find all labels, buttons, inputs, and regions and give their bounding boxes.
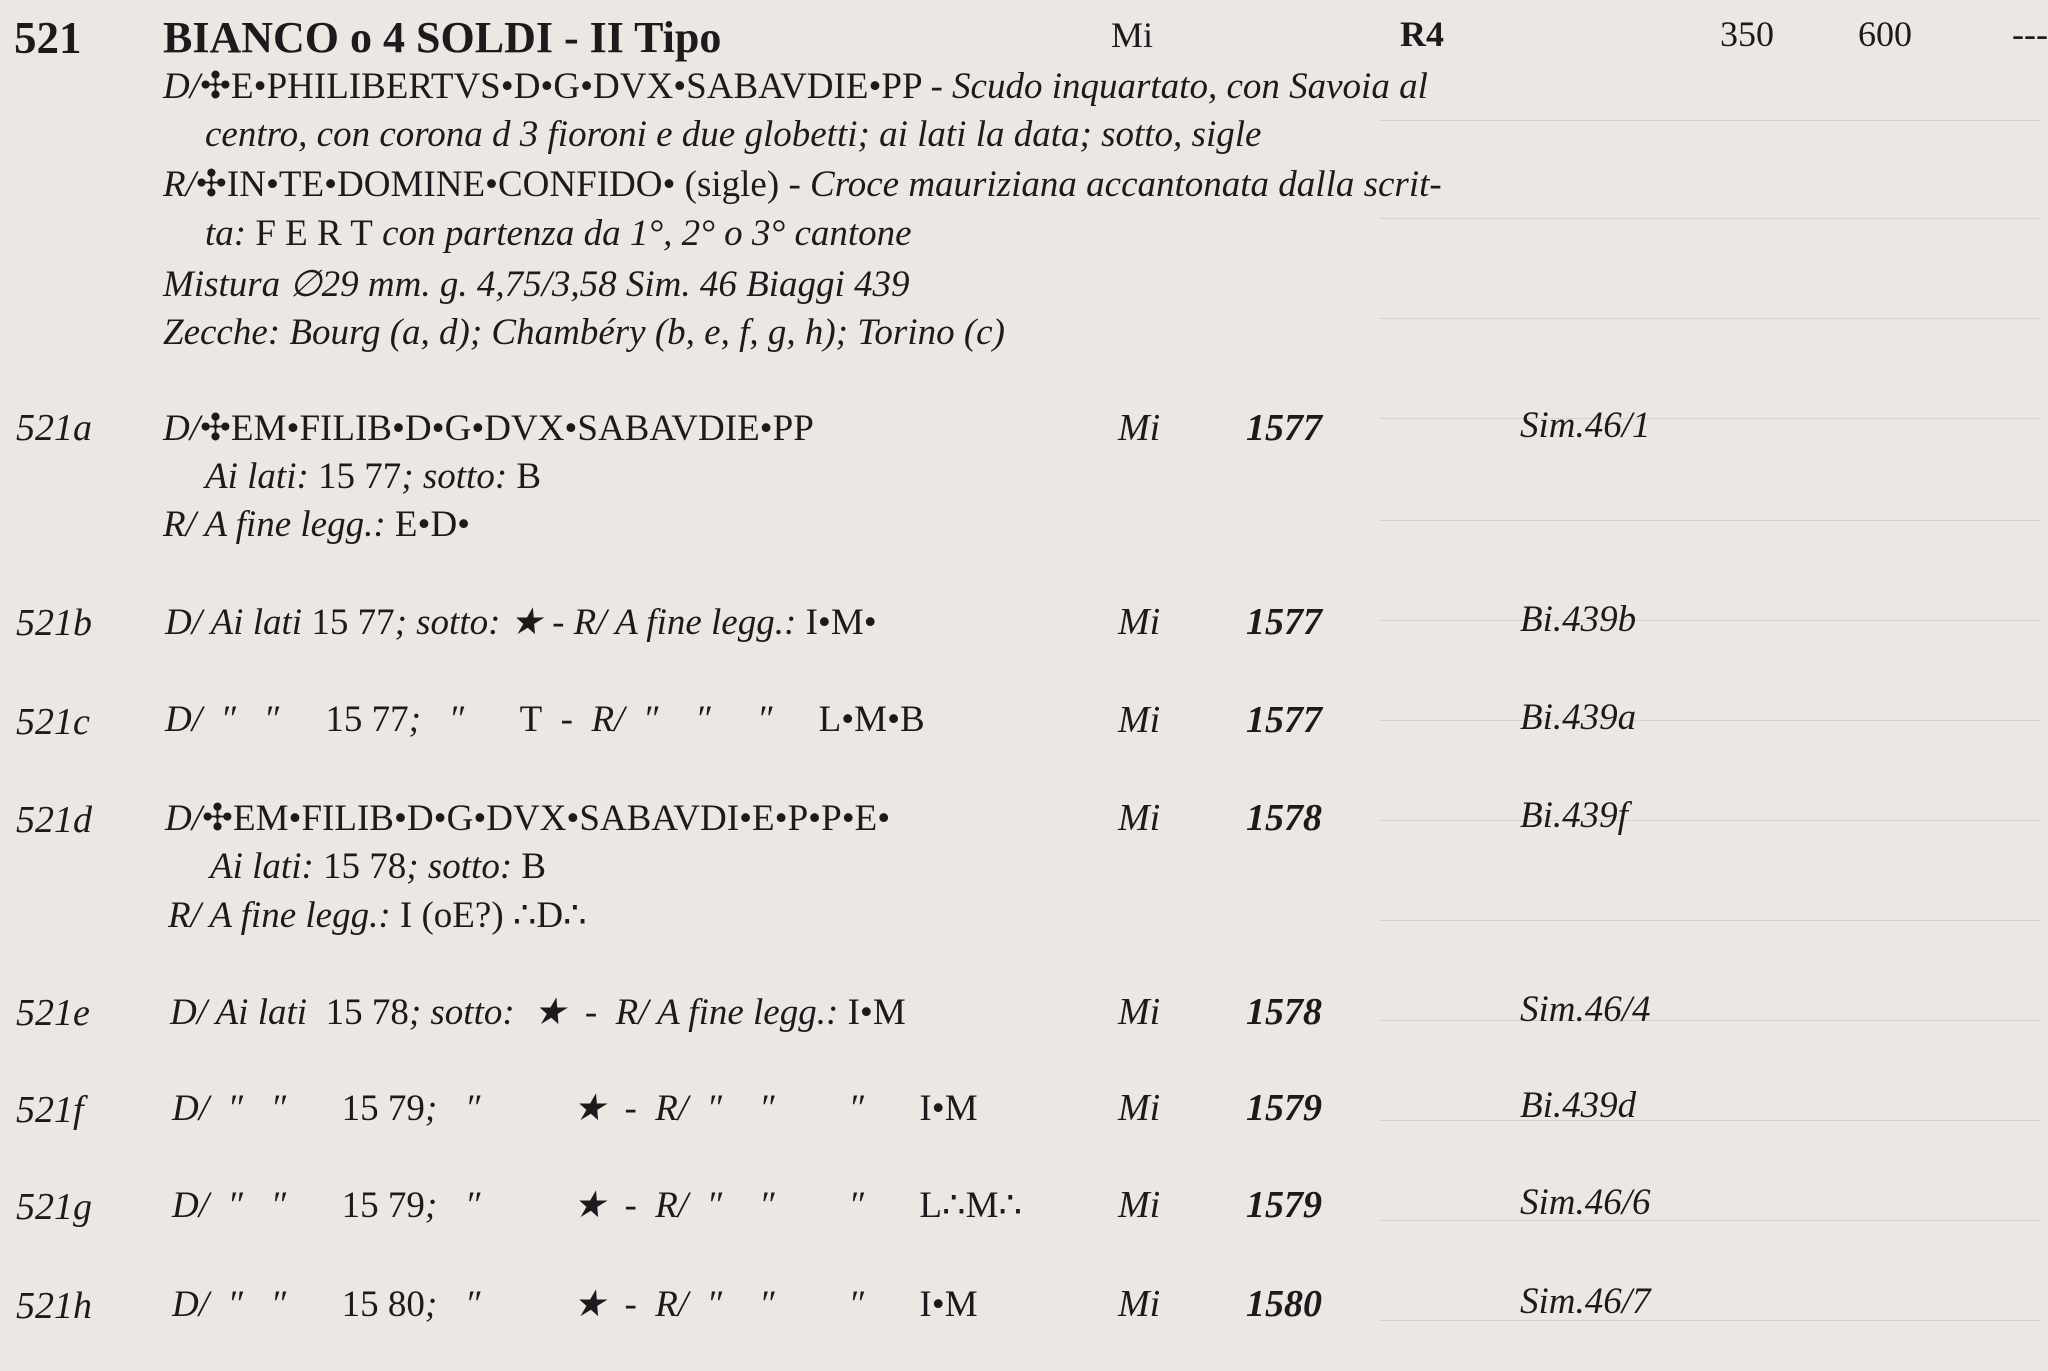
entry-metal: Mi xyxy=(1118,797,1161,839)
obverse-line-2: centro, con corona d 3 fioroni e due globetti; ai lati la data; sotto, sigle xyxy=(205,114,1262,155)
price-3: --- xyxy=(2012,14,2048,54)
entry-year: 1580 xyxy=(1246,1283,1322,1325)
entry-reference: Sim.46/4 xyxy=(1520,989,1651,1030)
entry-metal: Mi xyxy=(1118,699,1161,741)
entry-text: D/ Ai lati 15 77; sotto: ★ - R/ A fine legg.: I•M• xyxy=(165,602,877,643)
entry-year: 1578 xyxy=(1246,797,1322,839)
entry-code: 521f xyxy=(16,1089,84,1131)
entry-code: 521d xyxy=(16,799,92,841)
entry-year: 1577 xyxy=(1246,601,1322,643)
entry-reverse: R/ A fine legg.: E•D• xyxy=(163,504,471,545)
entry-code: 521a xyxy=(16,407,92,449)
entry-sides: Ai lati: 15 78; sotto: B xyxy=(210,846,547,887)
cross-icon: ✣ xyxy=(202,798,234,839)
entry-sides: Ai lati: 15 77; sotto: B xyxy=(205,456,542,497)
entry-reference: Sim.46/1 xyxy=(1520,405,1651,446)
mints-line: Zecche: Bourg (a, d); Chambéry (b, e, f, g, h); Torino (c) xyxy=(163,312,1005,353)
entry-code: 521g xyxy=(16,1186,92,1228)
cross-icon: ✣ xyxy=(200,408,232,449)
entry-code: 521e xyxy=(16,992,90,1034)
entry-year: 1577 xyxy=(1246,699,1322,741)
entry-obverse: D/✣EM•FILIB•D•G•DVX•SABAVDI•E•P•P•E• xyxy=(165,798,891,839)
entry-year: 1579 xyxy=(1246,1087,1322,1129)
cross-icon: ✣ xyxy=(200,66,232,107)
entry-year: 1577 xyxy=(1246,407,1322,449)
entry-text: D/ ″ ″ 15 79; ″ ★ - R/ ″ ″ ″ L∴M∴ xyxy=(172,1185,1023,1226)
entry-metal: Mi xyxy=(1118,1184,1161,1226)
entry-reference: Bi.439b xyxy=(1520,599,1637,640)
cross-icon: ✣ xyxy=(195,164,227,205)
entry-obverse: D/✣EM•FILIB•D•G•DVX•SABAVDIE•PP xyxy=(163,408,814,449)
entry-text: D/ ″ ″ 15 80; ″ ★ - R/ ″ ″ ″ I•M xyxy=(172,1284,978,1325)
entry-code: 521c xyxy=(16,701,90,743)
entry-code: 521b xyxy=(16,602,92,644)
reverse-line-2: ta: F E R T con partenza da 1°, 2° o 3° cantone xyxy=(205,213,912,254)
entry-reference: Bi.439a xyxy=(1520,697,1637,738)
entry-reference: Sim.46/7 xyxy=(1520,1281,1651,1322)
entry-metal: Mi xyxy=(1118,1283,1161,1325)
price-2: 600 xyxy=(1858,14,1912,54)
entry-metal: Mi xyxy=(1118,407,1161,449)
entry-year: 1578 xyxy=(1246,991,1322,1033)
rarity: R4 xyxy=(1400,14,1444,54)
entry-year: 1579 xyxy=(1246,1184,1322,1226)
metal-weight-line: Mistura ∅29 mm. g. 4,75/3,58 Sim. 46 Biaggi 439 xyxy=(163,264,910,305)
entry-reference: Sim.46/6 xyxy=(1520,1182,1651,1223)
entry-reverse: R/ A fine legg.: I (oE?) ∴D∴ xyxy=(168,895,587,936)
entry-text: D/ ″ ″ 15 79; ″ ★ - R/ ″ ″ ″ I•M xyxy=(172,1088,978,1129)
entry-metal: Mi xyxy=(1118,1087,1161,1129)
entry-metal: Mi xyxy=(1118,601,1161,643)
entry-reference: Bi.439d xyxy=(1520,1085,1637,1126)
metal-abbrev: Mi xyxy=(1111,15,1154,55)
catalog-number: 521 xyxy=(14,13,82,63)
reverse-line-1: R/✣IN•TE•DOMINE•CONFIDO• (sigle) - Croce mauriziana accantonata dalla scrit- xyxy=(163,164,1442,205)
entry-code: 521h xyxy=(16,1285,92,1327)
entry-text: D/ Ai lati 15 78; sotto: ★ - R/ A fine legg.: I•M xyxy=(170,992,906,1033)
entry-metal: Mi xyxy=(1118,991,1161,1033)
coin-title: BIANCO o 4 SOLDI - II Tipo xyxy=(163,13,722,62)
price-1: 350 xyxy=(1720,14,1774,54)
entry-text: D/ ″ ″ 15 77; ″ T - R/ ″ ″ ″ L•M•B xyxy=(165,699,925,740)
entry-reference: Bi.439f xyxy=(1520,795,1628,836)
obverse-line-1: D/✣E•PHILIBERTVS•D•G•DVX•SABAVDIE•PP - Scudo inquartato, con Savoia al xyxy=(163,66,1428,107)
